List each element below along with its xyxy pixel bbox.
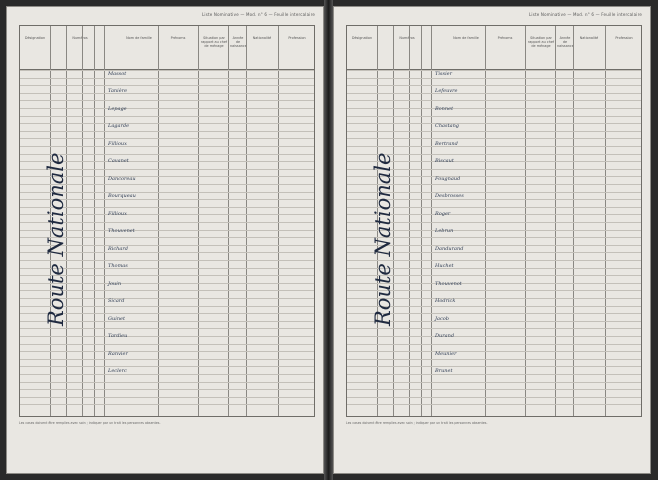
table-row: Ranvier (108, 350, 128, 357)
table-row-rule (20, 359, 314, 360)
table-row: Dandurand (435, 245, 464, 252)
right-census-table (346, 25, 642, 417)
table-row: Desbrosses (435, 193, 464, 200)
table-row-rule (347, 131, 641, 132)
col-annee: Année de naissance (557, 36, 574, 48)
table-row: Lefeuvre (435, 88, 458, 95)
table-row-rule (20, 78, 314, 79)
table-row-rule (20, 404, 314, 405)
table-row-rule (20, 116, 314, 117)
table-row-rule (347, 374, 641, 375)
table-row: Brunet (435, 368, 453, 375)
table-row: Sicard (108, 298, 125, 305)
table-row-rule (347, 351, 641, 352)
table-row: Chastang (435, 123, 460, 130)
table-row-rule (347, 85, 641, 86)
col-nationalite: Nationalité (579, 36, 599, 40)
left-page (6, 6, 324, 474)
book-gutter (324, 0, 333, 480)
table-row: Bertrand (435, 140, 458, 147)
table-row: Biscaut (435, 158, 454, 165)
table-row-rule (20, 366, 314, 367)
table-row-rule (347, 100, 641, 101)
table-row-rule (347, 359, 641, 360)
table-row-rule (347, 70, 641, 71)
table-row: Hodrick (435, 298, 456, 305)
col-numeros: Numéros (72, 36, 88, 40)
table-row: Huchet (435, 263, 454, 270)
table-row-rule (20, 382, 314, 383)
left-census-table (19, 25, 315, 417)
table-row-rule (20, 146, 314, 147)
table-row: Richard (108, 245, 128, 252)
table-row-rule (20, 389, 314, 390)
table-row: Thouvenet (108, 228, 135, 235)
table-row-rule (20, 328, 314, 329)
table-row: Tanière (108, 88, 128, 95)
right-page-footer: Les cases doivent être remplies avec soin ; indiquer par un trait les personnes absentes. (346, 421, 488, 425)
col-prenoms: Prénoms (170, 36, 186, 40)
col-designation: Désignation (351, 36, 373, 40)
table-row-rule (347, 389, 641, 390)
left-page-footer: Les cases doivent être remplies avec soin ; indiquer par un trait les personnes absentes. (19, 421, 161, 425)
col-nationalite: Nationalité (252, 36, 272, 40)
table-row-rule (347, 138, 641, 139)
table-row: Tardieu (108, 333, 128, 340)
table-row: Roger (435, 210, 451, 217)
left-table-header (20, 26, 314, 70)
table-row-rule (20, 93, 314, 94)
table-row: Leclerc (108, 368, 127, 375)
table-row: Bourqueau (108, 193, 136, 200)
table-row-rule (20, 397, 314, 398)
table-row: Dancoreau (108, 175, 136, 182)
table-row-rule (347, 366, 641, 367)
right-table-header (347, 26, 641, 70)
table-row: Massot (108, 71, 127, 77)
col-nom: Nom de famille (453, 36, 479, 40)
right-street-name: Route Nationale (371, 152, 395, 326)
table-row: Fillioux (108, 140, 127, 147)
table-row: Lepage (108, 105, 127, 112)
table-row-rule (347, 146, 641, 147)
table-row-rule (20, 138, 314, 139)
col-nom: Nom de famille (126, 36, 152, 40)
table-row: Meunier (435, 350, 457, 357)
col-numeros: Numéros (399, 36, 415, 40)
col-situation: Situation par rapport au chef de ménage (200, 36, 228, 48)
table-row-rule (347, 116, 641, 117)
table-row: Cavanet (108, 158, 129, 165)
table-row: Fougnaud (435, 175, 461, 182)
right-page (333, 6, 651, 474)
table-row: Lagarde (108, 123, 130, 130)
table-row: Jacob (435, 315, 449, 322)
table-row: Bonnet (435, 105, 454, 112)
table-row-rule (20, 131, 314, 132)
left-page-header: Liste Nominative — Mod. n° 6 — Feuille intercalaire (201, 12, 315, 17)
table-row: Guinet (108, 315, 126, 322)
table-row-rule (347, 123, 641, 124)
table-row-rule (20, 374, 314, 375)
table-row-rule (20, 70, 314, 71)
col-situation: Situation par rapport au chef de ménage (527, 36, 555, 48)
table-row: Jouin (108, 280, 122, 287)
table-row-rule (20, 85, 314, 86)
left-street-name: Route Nationale (44, 152, 68, 326)
table-row-rule (347, 397, 641, 398)
table-row: Tissier (435, 71, 453, 77)
table-row: Durand (435, 333, 455, 340)
table-row-rule (20, 344, 314, 345)
table-row-rule (347, 93, 641, 94)
col-prenoms: Prénoms (497, 36, 513, 40)
table-row-rule (347, 328, 641, 329)
table-row: Thomas (108, 263, 128, 270)
table-row-rule (20, 108, 314, 109)
table-row-rule (347, 344, 641, 345)
table-row-rule (20, 123, 314, 124)
table-row: Fillioux (108, 210, 127, 217)
table-row-rule (20, 351, 314, 352)
table-row-rule (347, 108, 641, 109)
table-row-rule (20, 100, 314, 101)
col-designation: Désignation (24, 36, 46, 40)
col-profession: Profession (615, 36, 633, 40)
table-row-rule (347, 404, 641, 405)
col-profession: Profession (288, 36, 306, 40)
col-annee: Année de naissance (230, 36, 247, 48)
table-row-rule (347, 78, 641, 79)
table-row: Lebrun (435, 228, 454, 235)
table-row: Thouvenot (435, 280, 462, 287)
table-row-rule (347, 382, 641, 383)
right-page-header: Liste Nominative — Mod. n° 6 — Feuille intercalaire (528, 12, 642, 17)
